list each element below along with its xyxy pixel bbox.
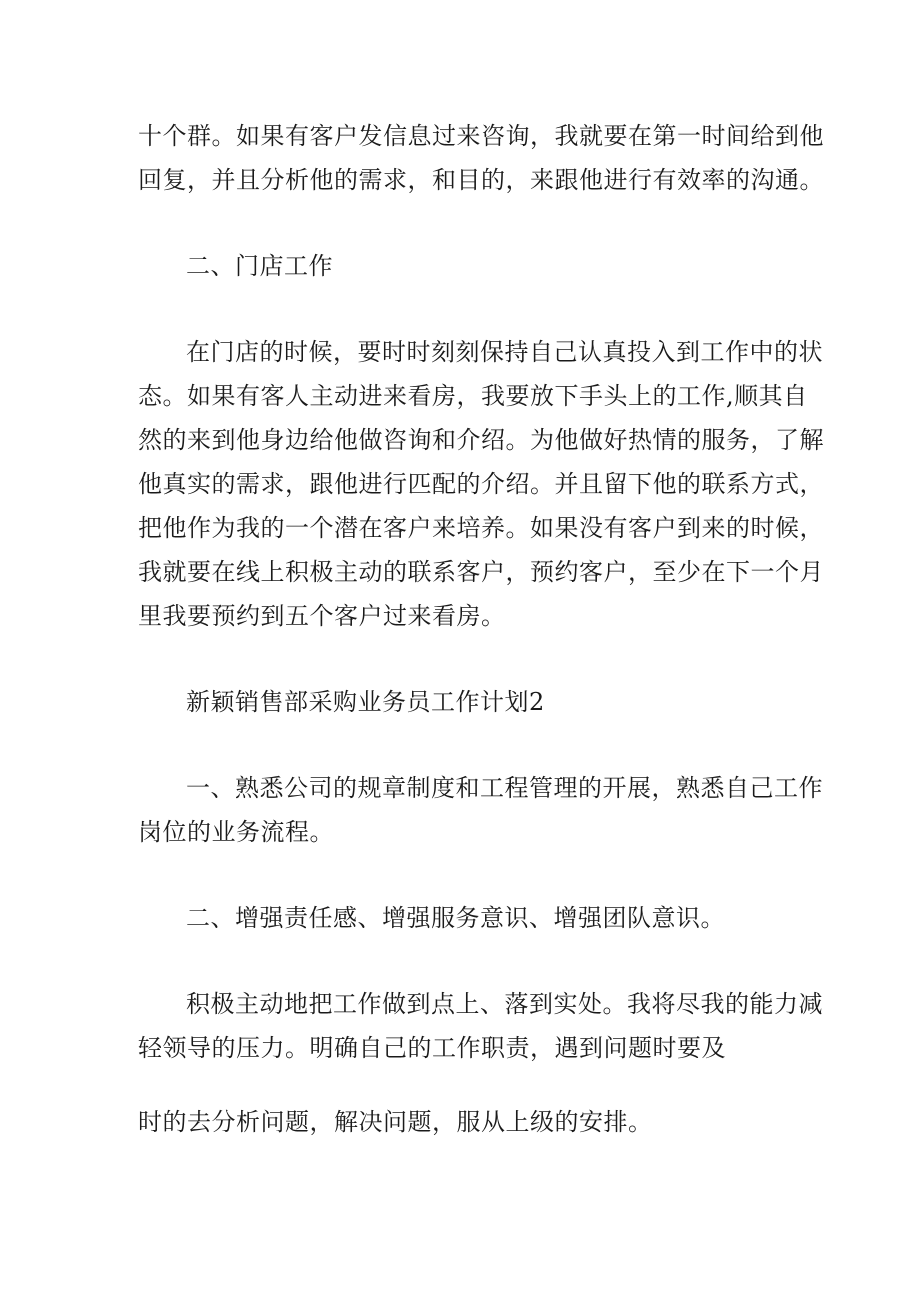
- paragraph-3-line-7: 里我要预约到五个客户过来看房。: [138, 602, 506, 630]
- paragraph-5-line-1: 一、熟悉公司的规章制度和工程管理的开展，熟悉自己工作: [186, 774, 823, 802]
- paragraph-5-line-2: 岗位的业务流程。: [138, 818, 334, 846]
- paragraph-3-line-4: 他真实的需求，跟他进行匹配的介绍。并且留下他的联系方式，: [138, 470, 824, 498]
- paragraph-3-line-2: 态。如果有客人主动进来看房，我要放下手头上的工作,顺其自: [138, 382, 808, 410]
- document-subtitle: 新颖销售部采购业务员工作计划2: [186, 688, 545, 716]
- paragraph-3-line-1: 在门店的时候，要时时刻刻保持自己认真投入到工作中的状: [186, 338, 823, 366]
- paragraph-8-line-1: 时的去分析问题，解决问题，服从上级的安排。: [138, 1108, 653, 1136]
- paragraph-3-line-5: 把他作为我的一个潜在客户来培养。如果没有客户到来的时候，: [138, 514, 824, 542]
- paragraph-3-line-6: 我就要在线上积极主动的联系客户，预约客户，至少在下一个月: [138, 558, 824, 586]
- paragraph-1-line-2: 回复，并且分析他的需求，和目的，来跟他进行有效率的沟通。: [138, 166, 824, 194]
- paragraph-7-line-1: 积极主动地把工作做到点上、落到实处。我将尽我的能力减: [186, 990, 823, 1018]
- section-heading-store-work: 二、门店工作: [186, 252, 333, 280]
- paragraph-3-line-3: 然的来到他身边给他做咨询和介绍。为他做好热情的服务，了解: [138, 426, 824, 454]
- paragraph-1-line-1: 十个群。如果有客户发信息过来咨询，我就要在第一时间给到他: [138, 122, 824, 150]
- paragraph-7-line-2: 轻领导的压力。明确自己的工作职责，遇到问题时要及: [138, 1034, 726, 1062]
- paragraph-6-line-1: 二、增强责任感、增强服务意识、增强团队意识。: [186, 904, 725, 932]
